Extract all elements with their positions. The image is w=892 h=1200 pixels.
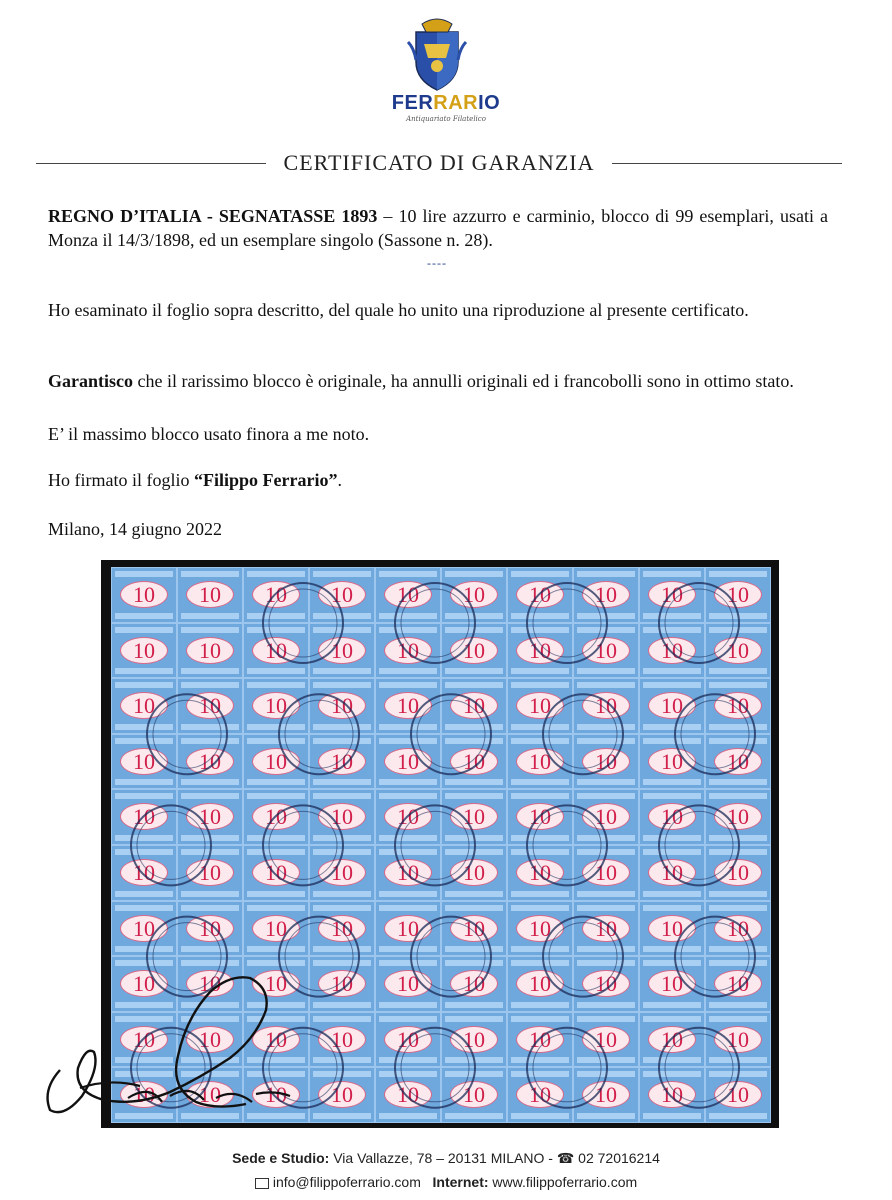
stamp-value: 10 (252, 970, 300, 997)
stamp-value: 10 (186, 637, 234, 664)
stamp (573, 734, 639, 790)
stamp (243, 678, 309, 734)
stamp-value: 10 (186, 1081, 234, 1108)
stamp (375, 1012, 441, 1068)
stamp-value: 10 (120, 970, 168, 997)
stamp (507, 734, 573, 790)
stamp (639, 623, 705, 679)
stamp-value: 10 (648, 859, 696, 886)
stamp-value: 10 (714, 970, 762, 997)
stamp (639, 789, 705, 845)
stamp-value: 10 (384, 1081, 432, 1108)
stamp (441, 734, 507, 790)
stamp-value: 10 (186, 970, 234, 997)
brand-tagline: Antiquariato Filatelico (406, 115, 486, 123)
stamp-value: 10 (186, 581, 234, 608)
stamp-value: 10 (120, 1026, 168, 1053)
stamp-value: 10 (384, 748, 432, 775)
stamp-value: 10 (186, 859, 234, 886)
place-date: Milano, 14 giugno 2022 (48, 519, 222, 539)
stamp (111, 789, 177, 845)
stamp-value: 10 (252, 859, 300, 886)
stamp-value: 10 (450, 970, 498, 997)
stamp (177, 789, 243, 845)
stamp-value: 10 (516, 859, 564, 886)
stamp-value: 10 (384, 915, 432, 942)
stamp (375, 623, 441, 679)
stamp-value: 10 (714, 803, 762, 830)
stamp-value: 10 (582, 748, 630, 775)
stamp-value: 10 (450, 803, 498, 830)
stamp (309, 734, 375, 790)
stamp (441, 678, 507, 734)
stamp (177, 734, 243, 790)
stamp-description: REGNO D’ITALIA - SEGNATASSE 1893 – 10 lire azzurro e carminio, blocco di 99 esemplari, usati a Monza il 14/3/1898, ed un esemplare singolo (Sassone n. 28). (48, 206, 829, 250)
stamp-value: 10 (450, 1081, 498, 1108)
email-icon (255, 1178, 269, 1189)
stamp (441, 789, 507, 845)
stamp-value: 10 (318, 1081, 366, 1108)
stamp-value: 10 (120, 1081, 168, 1108)
stamp (507, 845, 573, 901)
stamp (375, 789, 441, 845)
stamp (507, 956, 573, 1012)
stamp-value: 10 (120, 915, 168, 942)
stamp-value: 10 (450, 581, 498, 608)
stamp (507, 1012, 573, 1068)
stamp (573, 623, 639, 679)
stamp-value: 10 (582, 803, 630, 830)
stamp (441, 956, 507, 1012)
stamp-value: 10 (450, 915, 498, 942)
stamp-value: 10 (252, 581, 300, 608)
stamp-value: 10 (120, 581, 168, 608)
stamp (639, 734, 705, 790)
stamp (111, 678, 177, 734)
stamp-value: 10 (714, 581, 762, 608)
stamp (705, 1067, 771, 1123)
stamp (309, 678, 375, 734)
stamp (111, 734, 177, 790)
stamp-value: 10 (516, 637, 564, 664)
stamp (243, 567, 309, 623)
stamp-value: 10 (714, 748, 762, 775)
stamp-value: 10 (648, 748, 696, 775)
stamp-value: 10 (318, 970, 366, 997)
stamp (639, 678, 705, 734)
stamp-value: 10 (648, 970, 696, 997)
stamp-value: 10 (318, 915, 366, 942)
stamp (507, 1067, 573, 1123)
stamp (639, 1067, 705, 1123)
stamp (639, 901, 705, 957)
stamp-value: 10 (120, 803, 168, 830)
divider (36, 163, 266, 164)
phone-icon: ☎ (556, 1150, 575, 1166)
stamp-value: 10 (450, 637, 498, 664)
stamp-value: 10 (648, 803, 696, 830)
stamp-value: 10 (252, 1026, 300, 1053)
stamp-value: 10 (318, 1026, 366, 1053)
largest-block-statement: E’ il massimo blocco usato finora a me noto. (48, 424, 370, 444)
stamp (309, 789, 375, 845)
signed-statement: Ho firmato il foglio “Filippo Ferrario”. (48, 470, 342, 490)
stamp (507, 789, 573, 845)
stamp (441, 567, 507, 623)
stamp (573, 1067, 639, 1123)
stamp (177, 623, 243, 679)
stamp-value: 10 (648, 1026, 696, 1053)
stamp-value: 10 (648, 1081, 696, 1108)
stamp (177, 901, 243, 957)
stamp-value: 10 (252, 803, 300, 830)
stamp-value: 10 (318, 748, 366, 775)
stamp-value: 10 (582, 581, 630, 608)
stamp-value: 10 (384, 803, 432, 830)
stamp-value: 10 (450, 1026, 498, 1053)
stamp-value: 10 (582, 1081, 630, 1108)
stamp-value: 10 (516, 1026, 564, 1053)
stamp-value: 10 (714, 915, 762, 942)
stamp (705, 845, 771, 901)
stamp (507, 623, 573, 679)
examination-statement: Ho esaminato il foglio sopra descritto, del quale ho unito una riproduzione al presente certificato. (48, 300, 749, 320)
stamp (507, 567, 573, 623)
stamp-value: 10 (450, 748, 498, 775)
stamp (243, 623, 309, 679)
stamp-value: 10 (120, 859, 168, 886)
stamp-value: 10 (582, 1026, 630, 1053)
stamp-value: 10 (450, 859, 498, 886)
stamp (375, 901, 441, 957)
stamp-value: 10 (384, 859, 432, 886)
guarantee-statement: Garantisco che il rarissimo blocco è originale, ha annulli originali ed i francobolli sono in ottimo stato. (48, 371, 794, 391)
stamp (309, 567, 375, 623)
stamp (441, 1067, 507, 1123)
stamp (573, 567, 639, 623)
stamp-value: 10 (252, 748, 300, 775)
stamp (243, 734, 309, 790)
stamp (177, 678, 243, 734)
stamp (441, 1012, 507, 1068)
stamp (375, 956, 441, 1012)
stamp-value: 10 (516, 581, 564, 608)
stamp-value: 10 (714, 859, 762, 886)
stamp (705, 623, 771, 679)
website-link[interactable]: www.filippoferrario.com (488, 1174, 638, 1190)
stamp-value: 10 (384, 581, 432, 608)
stamp-value: 10 (714, 692, 762, 719)
certificate-title-row (36, 148, 842, 178)
email-link[interactable]: info@filippoferrario.com (272, 1174, 421, 1190)
footer-contacts: info@filippoferrario.com Internet: www.filippoferrario.com (0, 1174, 892, 1190)
stamp-value: 10 (582, 915, 630, 942)
stamp-value: 10 (516, 915, 564, 942)
signature-icon (20, 958, 320, 1128)
stamp-value: 10 (186, 915, 234, 942)
crest-icon (404, 14, 470, 94)
stamp-value: 10 (318, 692, 366, 719)
stamp (639, 567, 705, 623)
stamp-value: 10 (318, 859, 366, 886)
separator: ---- (427, 256, 447, 270)
stamp (705, 734, 771, 790)
stamp-value: 10 (384, 1026, 432, 1053)
stamp (309, 901, 375, 957)
stamp-value: 10 (318, 581, 366, 608)
stamp (309, 623, 375, 679)
stamp (111, 623, 177, 679)
stamp-value: 10 (582, 859, 630, 886)
stamp-value: 10 (516, 692, 564, 719)
stamp (705, 901, 771, 957)
stamp-value: 10 (252, 692, 300, 719)
stamp-value: 10 (582, 637, 630, 664)
stamp (111, 845, 177, 901)
stamp (573, 789, 639, 845)
stamp (111, 901, 177, 957)
footer-address: Sede e Studio: Via Vallazze, 78 – 20131 MILANO - ☎ 02 72016214 (232, 1150, 660, 1166)
stamp (507, 678, 573, 734)
stamp-value: 10 (516, 1081, 564, 1108)
stamp-value: 10 (648, 637, 696, 664)
stamp-value: 10 (450, 692, 498, 719)
stamp (375, 567, 441, 623)
stamp-value: 10 (120, 748, 168, 775)
stamp (705, 678, 771, 734)
stamp (705, 789, 771, 845)
stamp-value: 10 (582, 692, 630, 719)
stamp (507, 901, 573, 957)
stamp (375, 734, 441, 790)
stamp-value: 10 (648, 692, 696, 719)
stamp (705, 956, 771, 1012)
stamp (309, 845, 375, 901)
stamp-value: 10 (714, 637, 762, 664)
stamp-value: 10 (252, 1081, 300, 1108)
stamp-value: 10 (186, 1026, 234, 1053)
stamp (705, 567, 771, 623)
stamp-value: 10 (318, 637, 366, 664)
stamp (639, 845, 705, 901)
stamp-value: 10 (516, 803, 564, 830)
stamp-value: 10 (384, 692, 432, 719)
stamp (243, 901, 309, 957)
stamp (573, 901, 639, 957)
stamp (573, 678, 639, 734)
stamp (441, 845, 507, 901)
stamp (375, 1067, 441, 1123)
stamp (375, 678, 441, 734)
stamp-value: 10 (516, 970, 564, 997)
stamp-value: 10 (252, 915, 300, 942)
stamp (573, 956, 639, 1012)
stamp-value: 10 (186, 692, 234, 719)
certificate-title: CERTIFICATO DI GARANZIA (283, 150, 595, 175)
stamp (111, 567, 177, 623)
stamp (573, 845, 639, 901)
brand-logo: FERRARIO (391, 92, 501, 114)
divider (612, 163, 842, 164)
stamp (177, 567, 243, 623)
stamp-value: 10 (384, 637, 432, 664)
stamp (639, 1012, 705, 1068)
stamp (441, 623, 507, 679)
stamp-value: 10 (384, 970, 432, 997)
stamp (573, 1012, 639, 1068)
stamp (639, 956, 705, 1012)
stamp (441, 901, 507, 957)
stamp-value: 10 (120, 692, 168, 719)
stamp (243, 845, 309, 901)
stamp (243, 789, 309, 845)
stamp-value: 10 (120, 637, 168, 664)
stamp (375, 845, 441, 901)
stamp-value: 10 (714, 1081, 762, 1108)
stamp-value: 10 (252, 637, 300, 664)
stamp-value: 10 (648, 915, 696, 942)
stamp (705, 1012, 771, 1068)
stamp (177, 845, 243, 901)
stamp-value: 10 (318, 803, 366, 830)
stamp-value: 10 (648, 581, 696, 608)
stamp-value: 10 (186, 803, 234, 830)
stamp-value: 10 (582, 970, 630, 997)
stamp-value: 10 (516, 748, 564, 775)
stamp-value: 10 (186, 748, 234, 775)
stamp-value: 10 (714, 1026, 762, 1053)
